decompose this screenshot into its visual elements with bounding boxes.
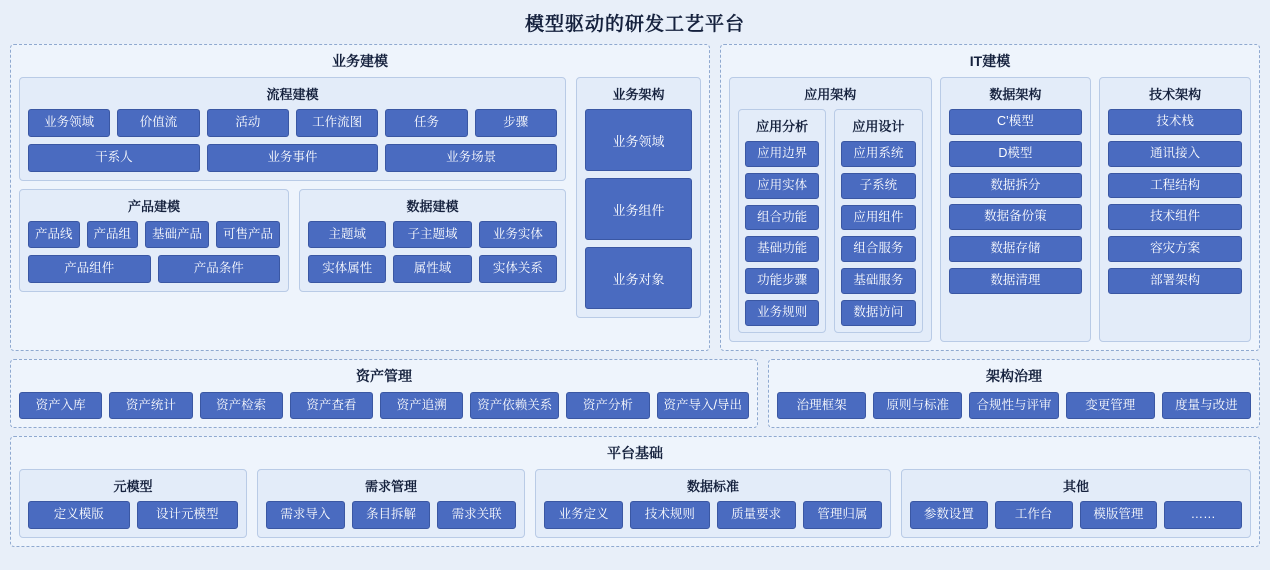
chip-business-rule[interactable]: 业务规则 [745,300,819,326]
chip-data-cleanup[interactable]: 数据清理 [949,268,1083,294]
platform-foundation-panel [10,436,1260,547]
chip-asset-analysis[interactable]: 资产分析 [566,392,649,420]
chip-d-model[interactable]: D模型 [949,141,1083,167]
architecture-governance-title: 架构治理 [986,367,1042,384]
tech-architecture-title: 技术架构 [1149,87,1202,102]
chip-data-storage[interactable]: 数据存储 [949,236,1083,262]
chip-asset-import-export[interactable]: 资产导入/导出 [657,392,749,420]
chip-deployment-architecture[interactable]: 部署架构 [1108,268,1242,294]
business-modeling-panel [10,44,710,351]
chip-composite-service[interactable]: 组合服务 [841,236,915,262]
middle-section [10,359,1260,429]
business-architecture-group [576,77,701,318]
chip-define-template[interactable]: 定义模版 [28,501,130,529]
chip-activity[interactable]: 活动 [207,109,289,137]
chip-asset-dependency[interactable]: 资产依赖关系 [470,392,559,420]
asset-management-panel [10,359,758,429]
process-modeling-row-2 [28,144,557,172]
chip-product-component[interactable]: 产品组件 [28,255,151,283]
chip-entity-relation[interactable]: 实体关系 [479,255,557,283]
architecture-governance-panel [768,359,1260,429]
chip-stakeholder[interactable]: 干系人 [28,144,200,172]
requirement-management-items [266,501,516,529]
meta-model-group [19,469,247,538]
chip-value-stream[interactable]: 价值流 [117,109,199,137]
chip-product-line[interactable]: 产品线 [28,221,80,249]
it-modeling-panel [720,44,1260,351]
tech-architecture-group [1099,77,1251,342]
chip-data-backup-policy[interactable]: 数据备份策 [949,204,1083,230]
chip-design-meta-model[interactable]: 设计元模型 [137,501,239,529]
data-modeling-group [299,189,566,293]
chip-app-boundary[interactable]: 应用边界 [745,141,819,167]
chip-quality-requirement[interactable]: 质量要求 [717,501,796,529]
chip-ba-business-object[interactable]: 业务对象 [585,247,692,309]
product-modeling-row-1 [28,221,280,249]
chip-requirement-link[interactable]: 需求关联 [437,501,516,529]
chip-tech-stack[interactable]: 技术栈 [1108,109,1242,135]
chip-data-access[interactable]: 数据访问 [841,300,915,326]
chip-management-ownership[interactable]: 管理归属 [803,501,882,529]
product-modeling-row-2 [28,255,280,283]
other-items [910,501,1242,529]
chip-project-structure[interactable]: 工程结构 [1108,173,1242,199]
chip-workflow-diagram[interactable]: 工作流图 [296,109,378,137]
chip-step[interactable]: 步骤 [475,109,557,137]
product-modeling-title: 产品建模 [128,198,181,214]
chip-product-group[interactable]: 产品组 [87,221,139,249]
chip-basic-function[interactable]: 基础功能 [745,236,819,262]
other-group [901,469,1251,538]
chip-technical-rule[interactable]: 技术规则 [630,501,709,529]
chip-ba-business-component[interactable]: 业务组件 [585,178,692,240]
chip-c-model[interactable]: C’模型 [949,109,1083,135]
requirement-management-title: 需求管理 [364,479,417,495]
product-modeling-group [19,189,289,293]
process-modeling-title: 流程建模 [266,87,319,102]
meta-model-title: 元模型 [113,479,153,495]
requirement-management-group [257,469,525,538]
chip-asset-trace[interactable]: 资产追溯 [380,392,463,420]
data-standard-title: 数据标准 [686,479,739,495]
chip-workbench[interactable]: 工作台 [995,501,1073,529]
chip-more[interactable]: …… [1164,501,1242,529]
chip-app-system[interactable]: 应用系统 [841,141,915,167]
business-architecture-title: 业务架构 [612,87,665,102]
chip-business-entity[interactable]: 业务实体 [479,221,557,249]
asset-management-items [19,392,749,420]
chip-sellable-product[interactable]: 可售产品 [216,221,280,249]
platform-foundation-title: 平台基础 [607,445,663,462]
data-modeling-title: 数据建模 [406,198,459,214]
chip-app-entity[interactable]: 应用实体 [745,173,819,199]
other-title: 其他 [1062,479,1089,495]
chip-asset-view[interactable]: 资产查看 [290,392,373,420]
chip-business-event[interactable]: 业务事件 [207,144,379,172]
data-architecture-title: 数据架构 [989,87,1042,102]
chip-parameter-settings[interactable]: 参数设置 [910,501,988,529]
chip-asset-import[interactable]: 资产入库 [19,392,102,420]
chip-template-management[interactable]: 模版管理 [1080,501,1158,529]
chip-measure-improve[interactable]: 度量与改进 [1162,392,1251,420]
process-modeling-row-1 [28,109,557,137]
chip-business-definition[interactable]: 业务定义 [544,501,623,529]
application-design-group [834,109,922,333]
chip-function-step[interactable]: 功能步骤 [745,268,819,294]
chip-asset-statistics[interactable]: 资产统计 [109,392,192,420]
chip-attribute-domain[interactable]: 属性域 [393,255,471,283]
chip-subsystem[interactable]: 子系统 [841,173,915,199]
page-title: 模型驱动的研发工艺平台 [524,14,745,35]
data-standard-items [544,501,882,529]
chip-data-split[interactable]: 数据拆分 [949,173,1083,199]
meta-model-items [28,501,238,529]
application-analysis-group [738,109,826,333]
data-modeling-row-1 [308,221,557,249]
business-modeling-title: 业务建模 [332,53,388,69]
chip-ba-business-domain[interactable]: 业务领域 [585,109,692,171]
chip-compliance-review[interactable]: 合规性与评审 [969,392,1058,420]
chip-change-management[interactable]: 变更管理 [1066,392,1155,420]
chip-subject-area[interactable]: 主题域 [308,221,386,249]
chip-principles-standards[interactable]: 原则与标准 [873,392,962,420]
application-analysis-title: 应用分析 [756,119,809,134]
chip-tech-component[interactable]: 技术组件 [1108,204,1242,230]
chip-product-condition[interactable]: 产品条件 [158,255,281,283]
data-architecture-group [940,77,1092,342]
chip-requirement-import[interactable]: 需求导入 [266,501,345,529]
chip-composite-function[interactable]: 组合功能 [745,205,819,231]
chip-task[interactable]: 任务 [385,109,467,137]
chip-disaster-recovery[interactable]: 容灾方案 [1108,236,1242,262]
asset-management-title: 资产管理 [356,367,412,384]
process-modeling-group [19,77,566,181]
chip-basic-service[interactable]: 基础服务 [841,268,915,294]
architecture-governance-items [777,392,1251,420]
chip-governance-framework[interactable]: 治理框架 [777,392,866,420]
application-architecture-title: 应用架构 [804,87,857,102]
chip-comm-access[interactable]: 通讯接入 [1108,141,1242,167]
chip-business-domain[interactable]: 业务领域 [28,109,110,137]
chip-base-product[interactable]: 基础产品 [145,221,209,249]
chip-app-component[interactable]: 应用组件 [841,205,915,231]
chip-asset-search[interactable]: 资产检索 [200,392,283,420]
top-section [10,44,1260,351]
application-architecture-group [729,77,932,342]
data-standard-group [535,469,891,538]
data-modeling-row-2 [308,255,557,283]
application-design-title: 应用设计 [852,119,905,134]
chip-entity-attribute[interactable]: 实体属性 [308,255,386,283]
it-modeling-title: IT建模 [969,53,1011,69]
chip-sub-subject-area[interactable]: 子主题域 [393,221,471,249]
chip-item-breakdown[interactable]: 条目拆解 [352,501,431,529]
chip-business-scenario[interactable]: 业务场景 [385,144,557,172]
